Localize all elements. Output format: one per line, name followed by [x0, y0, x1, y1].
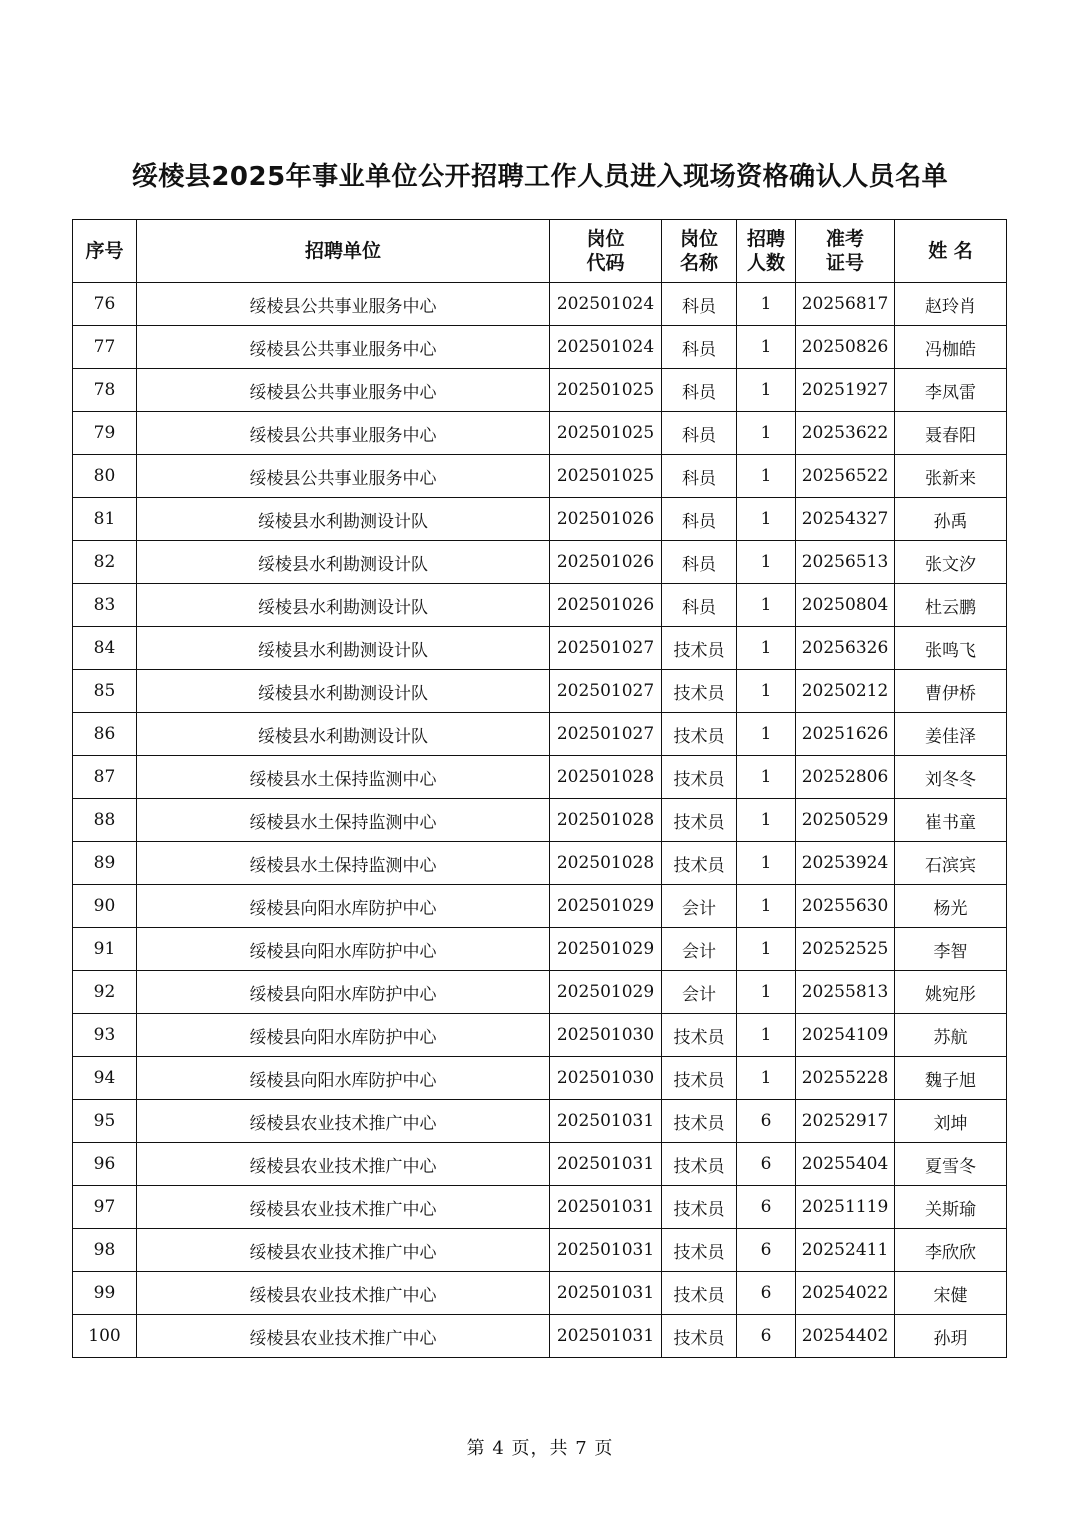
cell-name: 张文汐: [895, 541, 1007, 584]
cell-unit: 绥棱县水利勘测设计队: [137, 627, 550, 670]
cell-headcount: 1: [737, 756, 796, 799]
cell-unit: 绥棱县水利勘测设计队: [137, 713, 550, 756]
cell-unit: 绥棱县水利勘测设计队: [137, 584, 550, 627]
table-header-row: [73, 220, 1007, 283]
cell-post-name: 会计: [662, 928, 737, 971]
header-seq: 序号: [73, 220, 137, 283]
cell-headcount: 1: [737, 670, 796, 713]
cell-headcount: 1: [737, 627, 796, 670]
cell-name: 孙禹: [895, 498, 1007, 541]
header-post-code-line1: 岗位: [586, 228, 625, 250]
cell-seq: 80: [73, 455, 137, 498]
cell-post-code: 202501026: [550, 541, 662, 584]
cell-name: 张鸣飞: [895, 627, 1007, 670]
cell-post-code: 202501031: [550, 1229, 662, 1272]
cell-unit: 绥棱县农业技术推广中心: [137, 1143, 550, 1186]
cell-unit: 绥棱县向阳水库防护中心: [137, 1057, 550, 1100]
cell-post-name: 技术员: [662, 627, 737, 670]
header-ticket-line2: 证号: [825, 252, 864, 274]
cell-name: 魏子旭: [895, 1057, 1007, 1100]
header-headcount-line1: 招聘: [746, 228, 785, 250]
cell-seq: 82: [73, 541, 137, 584]
cell-unit: 绥棱县公共事业服务中心: [137, 283, 550, 326]
cell-headcount: 1: [737, 412, 796, 455]
cell-unit: 绥棱县水土保持监测中心: [137, 756, 550, 799]
cell-ticket: 20256513: [796, 541, 895, 584]
cell-name: 李智: [895, 928, 1007, 971]
cell-seq: 84: [73, 627, 137, 670]
cell-name: 姚宛彤: [895, 971, 1007, 1014]
cell-post-name: 技术员: [662, 756, 737, 799]
cell-seq: 85: [73, 670, 137, 713]
cell-post-code: 202501029: [550, 885, 662, 928]
cell-headcount: 6: [737, 1186, 796, 1229]
candidate-table: [72, 219, 1007, 1358]
table-row: [73, 541, 1007, 584]
cell-post-name: 技术员: [662, 1057, 737, 1100]
cell-headcount: 1: [737, 842, 796, 885]
cell-post-code: 202501030: [550, 1014, 662, 1057]
cell-ticket: 20251927: [796, 369, 895, 412]
table-row: [73, 584, 1007, 627]
cell-unit: 绥棱县农业技术推广中心: [137, 1272, 550, 1315]
table-row: [73, 1057, 1007, 1100]
cell-post-code: 202501028: [550, 756, 662, 799]
cell-headcount: 6: [737, 1229, 796, 1272]
header-post-name-line1: 岗位: [679, 228, 718, 250]
cell-ticket: 20255404: [796, 1143, 895, 1186]
cell-post-code: 202501027: [550, 627, 662, 670]
cell-ticket: 20255813: [796, 971, 895, 1014]
table-row: [73, 455, 1007, 498]
cell-seq: 92: [73, 971, 137, 1014]
header-name: 姓 名: [895, 220, 1007, 283]
cell-unit: 绥棱县向阳水库防护中心: [137, 1014, 550, 1057]
cell-unit: 绥棱县水利勘测设计队: [137, 670, 550, 713]
cell-unit: 绥棱县农业技术推广中心: [137, 1186, 550, 1229]
cell-post-code: 202501028: [550, 799, 662, 842]
header-post-name: [662, 220, 737, 283]
cell-post-name: 技术员: [662, 1143, 737, 1186]
cell-seq: 77: [73, 326, 137, 369]
table-row: [73, 713, 1007, 756]
cell-seq: 83: [73, 584, 137, 627]
cell-ticket: 20256817: [796, 283, 895, 326]
cell-headcount: 6: [737, 1315, 796, 1358]
cell-name: 杜云鹏: [895, 584, 1007, 627]
table-row: [73, 369, 1007, 412]
cell-post-name: 技术员: [662, 1315, 737, 1358]
cell-seq: 79: [73, 412, 137, 455]
cell-ticket: 20253622: [796, 412, 895, 455]
cell-post-code: 202501029: [550, 928, 662, 971]
header-ticket-line1: 准考: [825, 228, 864, 250]
cell-headcount: 1: [737, 498, 796, 541]
cell-name: 宋健: [895, 1272, 1007, 1315]
cell-ticket: 20255630: [796, 885, 895, 928]
cell-name: 刘坤: [895, 1100, 1007, 1143]
cell-seq: 95: [73, 1100, 137, 1143]
cell-headcount: 1: [737, 455, 796, 498]
header-ticket: [796, 220, 895, 283]
cell-ticket: 20255228: [796, 1057, 895, 1100]
cell-post-code: 202501031: [550, 1272, 662, 1315]
cell-post-name: 科员: [662, 412, 737, 455]
header-post-code-line2: 代码: [586, 252, 625, 274]
cell-unit: 绥棱县农业技术推广中心: [137, 1100, 550, 1143]
table-row: [73, 498, 1007, 541]
cell-name: 张新来: [895, 455, 1007, 498]
cell-seq: 94: [73, 1057, 137, 1100]
table-row: [73, 1143, 1007, 1186]
cell-unit: 绥棱县公共事业服务中心: [137, 412, 550, 455]
cell-seq: 76: [73, 283, 137, 326]
cell-name: 苏航: [895, 1014, 1007, 1057]
cell-ticket: 20251626: [796, 713, 895, 756]
cell-post-name: 科员: [662, 369, 737, 412]
cell-unit: 绥棱县农业技术推广中心: [137, 1229, 550, 1272]
page-title: 绥棱县2025年事业单位公开招聘工作人员进入现场资格确认人员名单: [131, 162, 949, 192]
cell-seq: 100: [73, 1315, 137, 1358]
cell-name: 冯枷皓: [895, 326, 1007, 369]
cell-seq: 99: [73, 1272, 137, 1315]
cell-headcount: 1: [737, 369, 796, 412]
cell-headcount: 1: [737, 971, 796, 1014]
cell-unit: 绥棱县水土保持监测中心: [137, 799, 550, 842]
cell-seq: 97: [73, 1186, 137, 1229]
header-unit: 招聘单位: [137, 220, 550, 283]
table-row: [73, 1100, 1007, 1143]
table-row: [73, 412, 1007, 455]
cell-post-name: 科员: [662, 283, 737, 326]
cell-ticket: 20254327: [796, 498, 895, 541]
cell-unit: 绥棱县向阳水库防护中心: [137, 928, 550, 971]
cell-ticket: 20250529: [796, 799, 895, 842]
cell-ticket: 20252806: [796, 756, 895, 799]
table-row: [73, 756, 1007, 799]
cell-headcount: 6: [737, 1100, 796, 1143]
header-headcount-line2: 人数: [746, 252, 785, 274]
cell-post-name: 技术员: [662, 713, 737, 756]
cell-post-name: 科员: [662, 326, 737, 369]
header-headcount: [737, 220, 796, 283]
cell-post-code: 202501026: [550, 584, 662, 627]
cell-name: 聂春阳: [895, 412, 1007, 455]
cell-unit: 绥棱县农业技术推广中心: [137, 1315, 550, 1358]
table-row: [73, 283, 1007, 326]
table-row: [73, 627, 1007, 670]
cell-headcount: 1: [737, 283, 796, 326]
cell-post-code: 202501025: [550, 412, 662, 455]
cell-post-name: 技术员: [662, 1186, 737, 1229]
table-row: [73, 670, 1007, 713]
cell-name: 李欣欣: [895, 1229, 1007, 1272]
cell-ticket: 20250826: [796, 326, 895, 369]
cell-post-name: 技术员: [662, 1272, 737, 1315]
cell-seq: 89: [73, 842, 137, 885]
cell-unit: 绥棱县水土保持监测中心: [137, 842, 550, 885]
cell-headcount: 1: [737, 326, 796, 369]
cell-post-name: 技术员: [662, 1100, 737, 1143]
cell-name: 孙玥: [895, 1315, 1007, 1358]
cell-name: 李凤雷: [895, 369, 1007, 412]
cell-unit: 绥棱县水利勘测设计队: [137, 541, 550, 584]
table-row: [73, 885, 1007, 928]
cell-unit: 绥棱县向阳水库防护中心: [137, 885, 550, 928]
table-row: [73, 971, 1007, 1014]
cell-name: 赵玲肖: [895, 283, 1007, 326]
table-row: [73, 1272, 1007, 1315]
table-body: [73, 283, 1007, 1358]
cell-post-name: 技术员: [662, 670, 737, 713]
cell-post-code: 202501031: [550, 1186, 662, 1229]
cell-ticket: 20256522: [796, 455, 895, 498]
table-row: [73, 928, 1007, 971]
cell-seq: 90: [73, 885, 137, 928]
cell-ticket: 20254402: [796, 1315, 895, 1358]
cell-seq: 81: [73, 498, 137, 541]
cell-post-name: 科员: [662, 541, 737, 584]
cell-post-code: 202501024: [550, 326, 662, 369]
cell-ticket: 20254109: [796, 1014, 895, 1057]
cell-name: 姜佳泽: [895, 713, 1007, 756]
cell-post-code: 202501027: [550, 670, 662, 713]
cell-name: 关斯瑜: [895, 1186, 1007, 1229]
cell-post-code: 202501031: [550, 1143, 662, 1186]
cell-post-code: 202501029: [550, 971, 662, 1014]
cell-post-name: 技术员: [662, 799, 737, 842]
cell-post-name: 会计: [662, 885, 737, 928]
cell-headcount: 1: [737, 1057, 796, 1100]
cell-headcount: 1: [737, 541, 796, 584]
cell-post-name: 技术员: [662, 1229, 737, 1272]
cell-unit: 绥棱县水利勘测设计队: [137, 498, 550, 541]
cell-seq: 96: [73, 1143, 137, 1186]
cell-name: 杨光: [895, 885, 1007, 928]
table-row: [73, 1014, 1007, 1057]
cell-unit: 绥棱县公共事业服务中心: [137, 369, 550, 412]
header-post-name-line2: 名称: [679, 252, 718, 274]
cell-post-name: 科员: [662, 498, 737, 541]
header-post-code: [550, 220, 662, 283]
cell-ticket: 20252411: [796, 1229, 895, 1272]
cell-headcount: 1: [737, 1014, 796, 1057]
cell-seq: 91: [73, 928, 137, 971]
cell-post-code: 202501030: [550, 1057, 662, 1100]
cell-unit: 绥棱县公共事业服务中心: [137, 455, 550, 498]
cell-post-code: 202501027: [550, 713, 662, 756]
table-row: [73, 1229, 1007, 1272]
table-row: [73, 1186, 1007, 1229]
cell-ticket: 20254022: [796, 1272, 895, 1315]
cell-post-code: 202501025: [550, 369, 662, 412]
cell-name: 崔书童: [895, 799, 1007, 842]
cell-ticket: 20253924: [796, 842, 895, 885]
cell-name: 曹伊桥: [895, 670, 1007, 713]
cell-post-name: 科员: [662, 455, 737, 498]
cell-headcount: 6: [737, 1272, 796, 1315]
table-row: [73, 1315, 1007, 1358]
cell-headcount: 1: [737, 713, 796, 756]
cell-unit: 绥棱县公共事业服务中心: [137, 326, 550, 369]
cell-headcount: 1: [737, 885, 796, 928]
cell-post-code: 202501025: [550, 455, 662, 498]
cell-seq: 87: [73, 756, 137, 799]
cell-unit: 绥棱县向阳水库防护中心: [137, 971, 550, 1014]
cell-post-code: 202501024: [550, 283, 662, 326]
cell-post-name: 技术员: [662, 842, 737, 885]
cell-post-code: 202501028: [550, 842, 662, 885]
cell-ticket: 20251119: [796, 1186, 895, 1229]
cell-name: 刘冬冬: [895, 756, 1007, 799]
cell-name: 夏雪冬: [895, 1143, 1007, 1186]
cell-headcount: 1: [737, 584, 796, 627]
cell-headcount: 6: [737, 1143, 796, 1186]
cell-ticket: 20250804: [796, 584, 895, 627]
cell-ticket: 20256326: [796, 627, 895, 670]
cell-post-code: 202501031: [550, 1315, 662, 1358]
cell-ticket: 20252917: [796, 1100, 895, 1143]
cell-seq: 88: [73, 799, 137, 842]
cell-post-code: 202501026: [550, 498, 662, 541]
cell-seq: 86: [73, 713, 137, 756]
cell-headcount: 1: [737, 928, 796, 971]
cell-seq: 98: [73, 1229, 137, 1272]
cell-name: 石滨宾: [895, 842, 1007, 885]
cell-ticket: 20250212: [796, 670, 895, 713]
cell-headcount: 1: [737, 799, 796, 842]
cell-post-name: 会计: [662, 971, 737, 1014]
page-footer: 第 4 页，共 7 页: [466, 1438, 614, 1459]
table-row: [73, 799, 1007, 842]
cell-post-name: 技术员: [662, 1014, 737, 1057]
cell-seq: 78: [73, 369, 137, 412]
cell-post-name: 科员: [662, 584, 737, 627]
cell-post-code: 202501031: [550, 1100, 662, 1143]
table-row: [73, 842, 1007, 885]
cell-ticket: 20252525: [796, 928, 895, 971]
cell-seq: 93: [73, 1014, 137, 1057]
table-row: [73, 326, 1007, 369]
